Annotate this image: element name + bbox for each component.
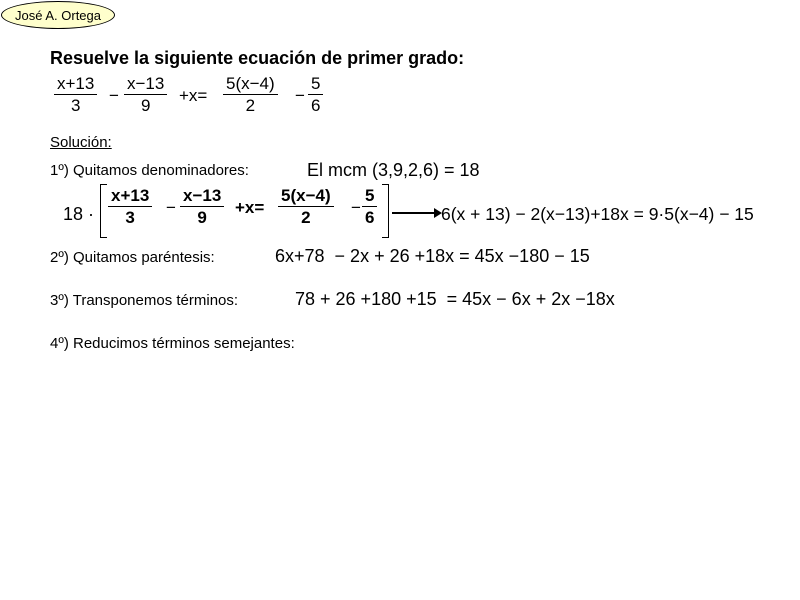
step2-label: 2º) Quitamos paréntesis:: [50, 249, 215, 266]
denominator: 9: [197, 208, 207, 227]
minus-sign: −: [109, 86, 119, 105]
step1-label: 1º) Quitamos denominadores:: [50, 162, 249, 179]
minus-sign: −: [166, 198, 176, 217]
fraction-3: [223, 74, 278, 117]
fraction-4: [362, 186, 377, 229]
step4-label: 4º) Reducimos términos semejantes:: [50, 335, 295, 352]
author-badge: [1, 1, 115, 29]
fraction-1: [54, 74, 97, 117]
numerator: x−13: [127, 74, 165, 93]
fraction-1: [108, 186, 152, 229]
denominator: 9: [140, 96, 151, 115]
fraction-3: [278, 186, 334, 229]
denominator: 2: [245, 96, 256, 115]
numerator: x−13: [183, 186, 222, 205]
denominator: 3: [70, 96, 81, 115]
step1-bracket-expression: [108, 186, 383, 236]
solution-label: Solución:: [50, 134, 112, 151]
step3-result: 78 + 26 +180 +15 = 45x − 6x + 2x −18x: [295, 289, 615, 309]
numerator: x+13: [57, 74, 95, 93]
denominator: 6: [365, 208, 375, 227]
plus-x-equals: +x=: [179, 86, 208, 105]
author-name: José A. Ortega: [15, 7, 101, 23]
page-title: Resuelve la siguiente ecuación de primer grado:: [50, 48, 465, 68]
denominator: 2: [301, 208, 311, 227]
original-equation: [50, 74, 350, 124]
denominator: 6: [311, 96, 321, 115]
denominator: 3: [125, 208, 135, 227]
minus-sign: −: [295, 86, 305, 105]
step2-result: 6x+78 − 2x + 26 +18x = 45x −180 − 15: [275, 246, 590, 266]
arrow-right-icon: [392, 212, 438, 214]
numerator: 5: [365, 186, 375, 205]
numerator: 5(x−4): [281, 186, 331, 205]
minus-sign: −: [351, 198, 361, 217]
step1-factor: 18 ·: [63, 204, 95, 224]
plus-x-equals: +x=: [235, 198, 265, 217]
fraction-2: [180, 186, 224, 229]
step1-mcm: El mcm (3,9,2,6) = 18: [307, 160, 480, 180]
numerator: x+13: [111, 186, 150, 205]
fraction-4: [308, 74, 323, 117]
left-bracket: [100, 184, 107, 238]
fraction-2: [124, 74, 167, 117]
right-bracket: [382, 184, 389, 238]
numerator: 5: [311, 74, 321, 93]
step1-result: 6(x + 13) − 2(x−13)+18x = 9·5(x−4) − 15: [441, 204, 754, 224]
step3-label: 3º) Transponemos términos:: [50, 292, 239, 309]
numerator: 5(x−4): [226, 74, 275, 93]
